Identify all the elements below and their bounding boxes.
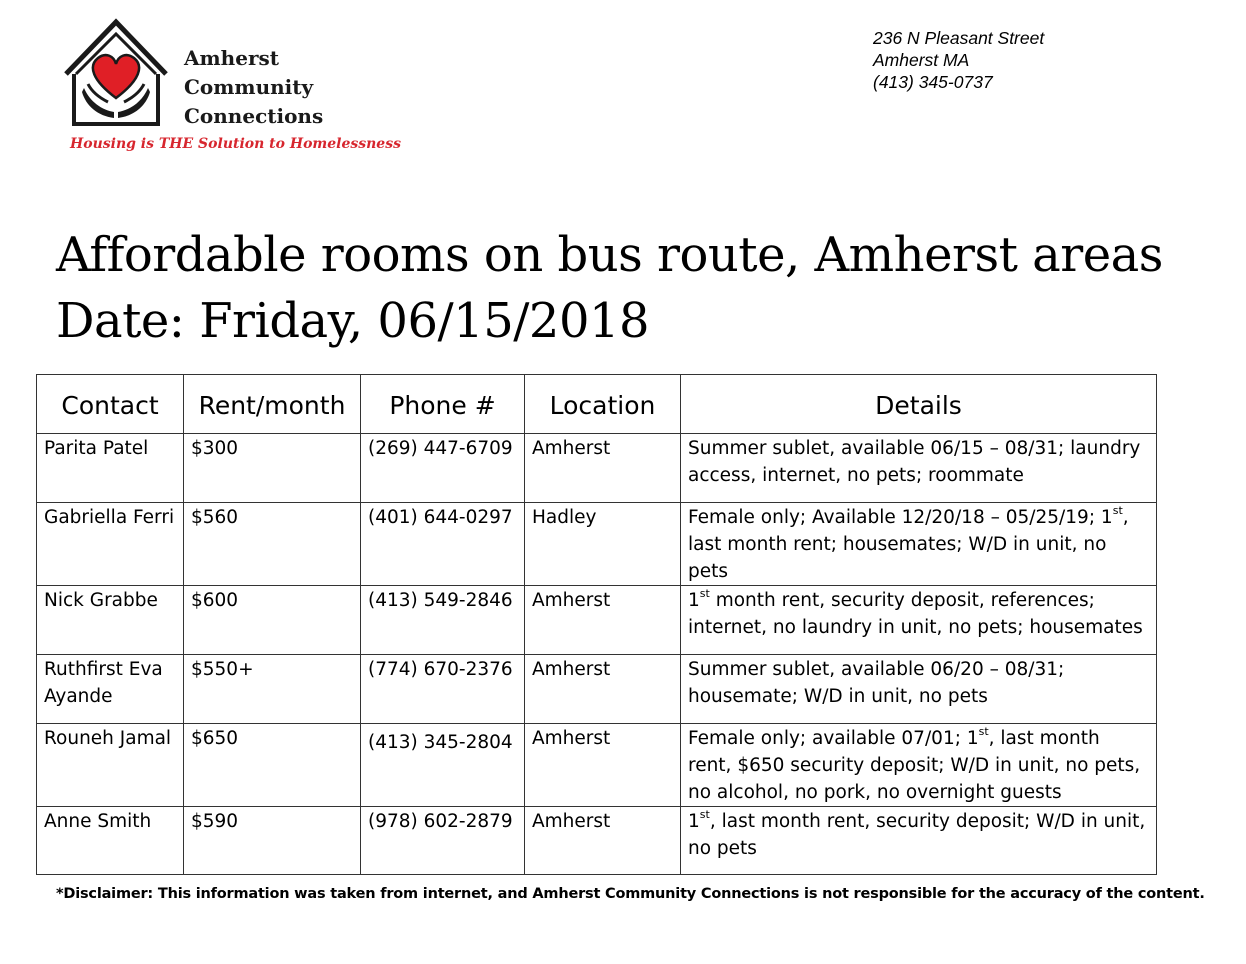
listings-table: [36, 374, 1157, 875]
disclaimer: *Disclaimer: This information was taken from internet, and Amherst Community Connections is not responsible for the accuracy of the content.: [56, 886, 1205, 902]
ordinal-suffix: st: [1112, 503, 1123, 517]
location-cell: Amherst: [525, 434, 681, 503]
location-cell: Amherst: [525, 807, 681, 875]
city-state: Amherst MA: [873, 50, 970, 70]
details-text: Female only; available 07/01; 1: [688, 728, 979, 749]
details-text: , last month rent; housemates; W/D in unit, no pets: [688, 507, 1129, 582]
location-cell: Hadley: [525, 503, 681, 586]
column-header-rent: Rent/month: [184, 375, 361, 434]
details-cell: [681, 434, 1157, 503]
contact-cell: Parita Patel: [37, 434, 184, 503]
details-cell: [681, 724, 1157, 807]
details-text: month rent, security deposit, references; internet, no laundry in unit, no pets; housemates: [688, 590, 1143, 638]
table-row: [37, 724, 1157, 807]
contact-cell: Nick Grabbe: [37, 586, 184, 655]
details-cell: [681, 807, 1157, 875]
location-cell: Amherst: [525, 586, 681, 655]
ordinal-suffix: st: [978, 724, 989, 738]
contact-cell: Rouneh Jamal: [37, 724, 184, 807]
details-cell: [681, 503, 1157, 586]
details-text: Female only; Available 12/20/18 – 05/25/19; 1: [688, 507, 1113, 528]
contact-cell: Gabriella Ferri: [37, 503, 184, 586]
organization-name: [184, 44, 323, 131]
org-name-line: Community: [184, 75, 314, 99]
organization-phone: (413) 345-0737: [873, 72, 993, 92]
table-row: [37, 586, 1157, 655]
phone-cell: (978) 602-2879: [361, 807, 525, 875]
details-text: 1: [688, 590, 700, 611]
phone-cell: (413) 549-2846: [361, 586, 525, 655]
page-title: [56, 222, 1163, 354]
phone-cell: (269) 447-6709: [361, 434, 525, 503]
ordinal-suffix: st: [699, 586, 710, 600]
date-line: Date: Friday, 06/15/2018: [56, 293, 650, 349]
street-address: 236 N Pleasant Street: [873, 28, 1045, 48]
phone-cell: (413) 345-2804: [361, 724, 525, 807]
contact-cell: Ruthfirst Eva Ayande: [37, 655, 184, 724]
details-text: Summer sublet, available 06/20 – 08/31; housemate; W/D in unit, no pets: [688, 659, 1065, 707]
table-row: [37, 434, 1157, 503]
phone-cell: (401) 644-0297: [361, 503, 525, 586]
phone-cell: (774) 670-2376: [361, 655, 525, 724]
location-cell: Amherst: [525, 724, 681, 807]
table-row: [37, 503, 1157, 586]
details-text: 1: [688, 811, 700, 832]
details-cell: [681, 586, 1157, 655]
column-header-location: Location: [525, 375, 681, 434]
organization-address: [873, 27, 1044, 93]
details-text: Summer sublet, available 06/15 – 08/31; laundry access, internet, no pets; roommate: [688, 438, 1141, 486]
column-header-contact: Contact: [37, 375, 184, 434]
contact-cell: Anne Smith: [37, 807, 184, 875]
tagline: Housing is THE Solution to Homelessness: [70, 136, 401, 152]
rent-cell: $600: [184, 586, 361, 655]
rent-cell: $550+: [184, 655, 361, 724]
rent-cell: $650: [184, 724, 361, 807]
column-header-details: Details: [681, 375, 1157, 434]
rent-cell: $590: [184, 807, 361, 875]
ordinal-suffix: st: [699, 807, 710, 821]
house-heart-hands-icon: [62, 18, 170, 128]
details-text: , last month rent, $650 security deposit; W/D in unit, no pets, no alcohol, no pork, no overnight guests: [688, 728, 1141, 803]
org-name-line: Amherst: [184, 46, 279, 70]
organization-logo: [56, 14, 401, 160]
table-header-row: [37, 375, 1157, 434]
title-line: Affordable rooms on bus route, Amherst areas: [56, 227, 1163, 283]
table-row: [37, 655, 1157, 724]
column-header-phone: Phone #: [361, 375, 525, 434]
details-cell: [681, 655, 1157, 724]
rent-cell: $300: [184, 434, 361, 503]
org-name-line: Connections: [184, 104, 324, 128]
table-row: [37, 807, 1157, 875]
details-text: , last month rent, security deposit; W/D in unit, no pets: [688, 811, 1146, 859]
location-cell: Amherst: [525, 655, 681, 724]
rent-cell: $560: [184, 503, 361, 586]
